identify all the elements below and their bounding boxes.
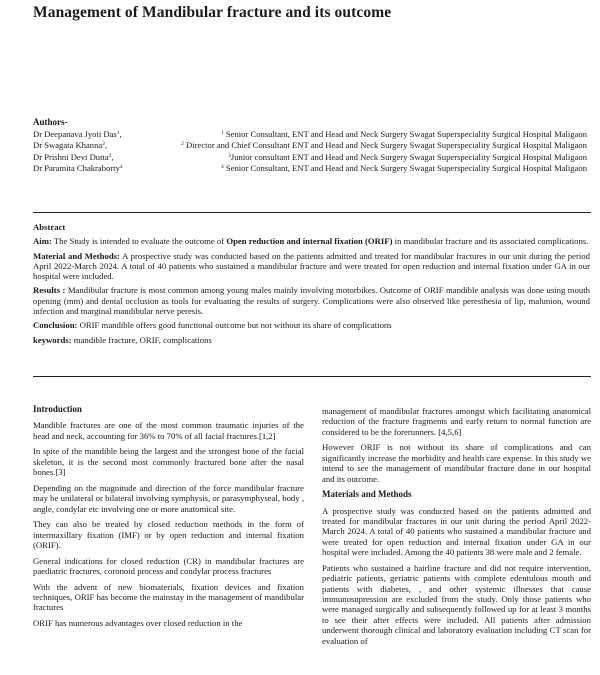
right-column xyxy=(322,406,591,651)
body-paragraph: General indications for closed reduction (CR) in mandibular fractures are paediatric fractures, coronoid process and condylar process fractures xyxy=(33,555,304,577)
authors-heading: Authors- xyxy=(33,117,68,127)
author-row xyxy=(33,151,593,162)
author-affiliation: $^4$ Senior Consultant, ENT and Head and Neck Surgery Swagat Superspeciality Surgical Hospital Maligaon xyxy=(220,162,587,173)
abstract-heading: Abstract xyxy=(33,222,66,232)
author-name: Dr Paramita Chakraborty$^4$ xyxy=(33,162,123,173)
author-affiliation: $^2$ Director and Chief Consultant ENT and Head and Neck Surgery Swagat Superspeciality Surgical Hospital Maligaon xyxy=(181,140,587,151)
author-name: Dr Deepanava Jyoti Das$^1$, xyxy=(33,129,122,139)
body-paragraph: Mandible fractures are one of the most common traumatic injuries of the head and neck, accounting for 36% to 70% of all facial fractures.[1,2] xyxy=(33,420,304,441)
author-row xyxy=(33,139,593,150)
author-affiliation: $^1$ Senior Consultant, ENT and Head and Neck Surgery Swagat Superspeciality Surgical Hospital Maligaon xyxy=(220,129,587,139)
paper-title: Management of Mandibular fracture and its outcome xyxy=(33,4,392,21)
body-paragraph: However ORIF is not without its share of complications and can significantly increase the morbidity and health care expense. In this study we intend to see the management of mandibular fracture done in our hospital and its outcome. xyxy=(322,442,591,484)
author-name: Dr Prishni Devi Dutta$^3$, xyxy=(33,151,114,162)
left-column xyxy=(33,404,304,634)
body-paragraph: With the advent of new biomaterials, fixation devices and fixation techniques, ORIF has become the mainstay in the management of mandibular fractures xyxy=(33,581,304,613)
author-row xyxy=(33,128,593,139)
body-paragraph: Depending on the magnitude and direction of the force mandibular fracture may be unilateral or bilateral involving symphysis, or parasymphyseal, body , angle, condylar etc involving one or more anatomical site. xyxy=(33,482,304,514)
abstract-top-rule xyxy=(33,212,591,213)
author-affiliation: $^3$Junior consultant ENT and Head and Neck Surgery Swagat Superspeciality Surgical Hospital Maligaon xyxy=(228,151,587,162)
materials-methods-heading: Materials and Methods xyxy=(322,489,412,500)
abstract-results: Results : Mandibular fracture is most common among young males mainly involving motorbikes. Outcome of ORIF mandible analysis was done using mouth opening (mm) and dental occlusion as tools for evaluating the results of surgery. Complications were also observed like peresthesia of lip, malunion, wound infection and marginal mandibular nerve peresis. xyxy=(33,285,590,317)
abstract-section xyxy=(33,222,590,349)
abstract-keywords: keywords: mandible fracture, ORIF, complications xyxy=(33,334,212,345)
body-paragraph: Patients who sustained a hairline fracture and did not require intervention, pediatric patients, geriatric patients with complete edentulous mouth and patients with diabetes, , and other systemic illnesses that cause immunosupression are excluded from the study. Only those patients who were managed surgically and subsequently followed up for at least 3 months to see their after effects were included. All patients after admission underwent thorough clinical and laboratory evaluation including CT scan for evaluation of xyxy=(322,562,591,646)
body-paragraph: In spite of the mandible being the largest and the strongest bone of the facial skeleton, it is the second most commonly fractured bone after the nasal bones.[3] xyxy=(33,446,304,478)
body-paragraph: ORIF has numerous advantages over closed reduction in the xyxy=(33,618,243,629)
author-row xyxy=(33,162,593,173)
author-list xyxy=(33,128,593,173)
body-paragraph: management of mandibular fractures amongst which facilitating anatomical reduction of the fracture fragments and early return to normal function are considered to be the forerunners. [4,5,6] xyxy=(322,406,591,437)
body-paragraph: They can also be treated by closed reduction methods in the form of intermaxillary fixation (IMF) or by open reduction and internal fixation (ORIF). xyxy=(33,519,304,551)
abstract-bottom-rule xyxy=(33,376,591,377)
abstract-aim: Aim: The Study is intended to evaluate the outcome of Open reduction and internal fixation (ORIF) in mandibular fracture and its associated complications. xyxy=(33,236,589,247)
abstract-conclusion: Conclusion: ORIF mandible offers good functional outcome but not without its share of complications xyxy=(33,320,392,331)
abstract-methods: Material and Methods: A prospective study was conducted based on the patients admitted and treated for mandibular fractures in our unit during the period April 2022-March 2024. A total of 40 patients who sustained a mandibular fracture and were treated for open reduction and internal fixation under GA in our hospital were included. xyxy=(33,250,590,282)
body-paragraph: A prospective study was conducted based on the patients admitted and treated for mandibular fractures in our unit during the period April 2022-March 2024. A total of 40 patients who sustained a mandibular fracture and were treated for open reduction and internal fixation under GA in our hospital were included. Among the 40 patients 38 were male and 2 female. xyxy=(322,505,591,558)
author-name: Dr Swagata Khanna$^2$, xyxy=(33,140,108,151)
introduction-heading: Introduction xyxy=(33,404,82,414)
